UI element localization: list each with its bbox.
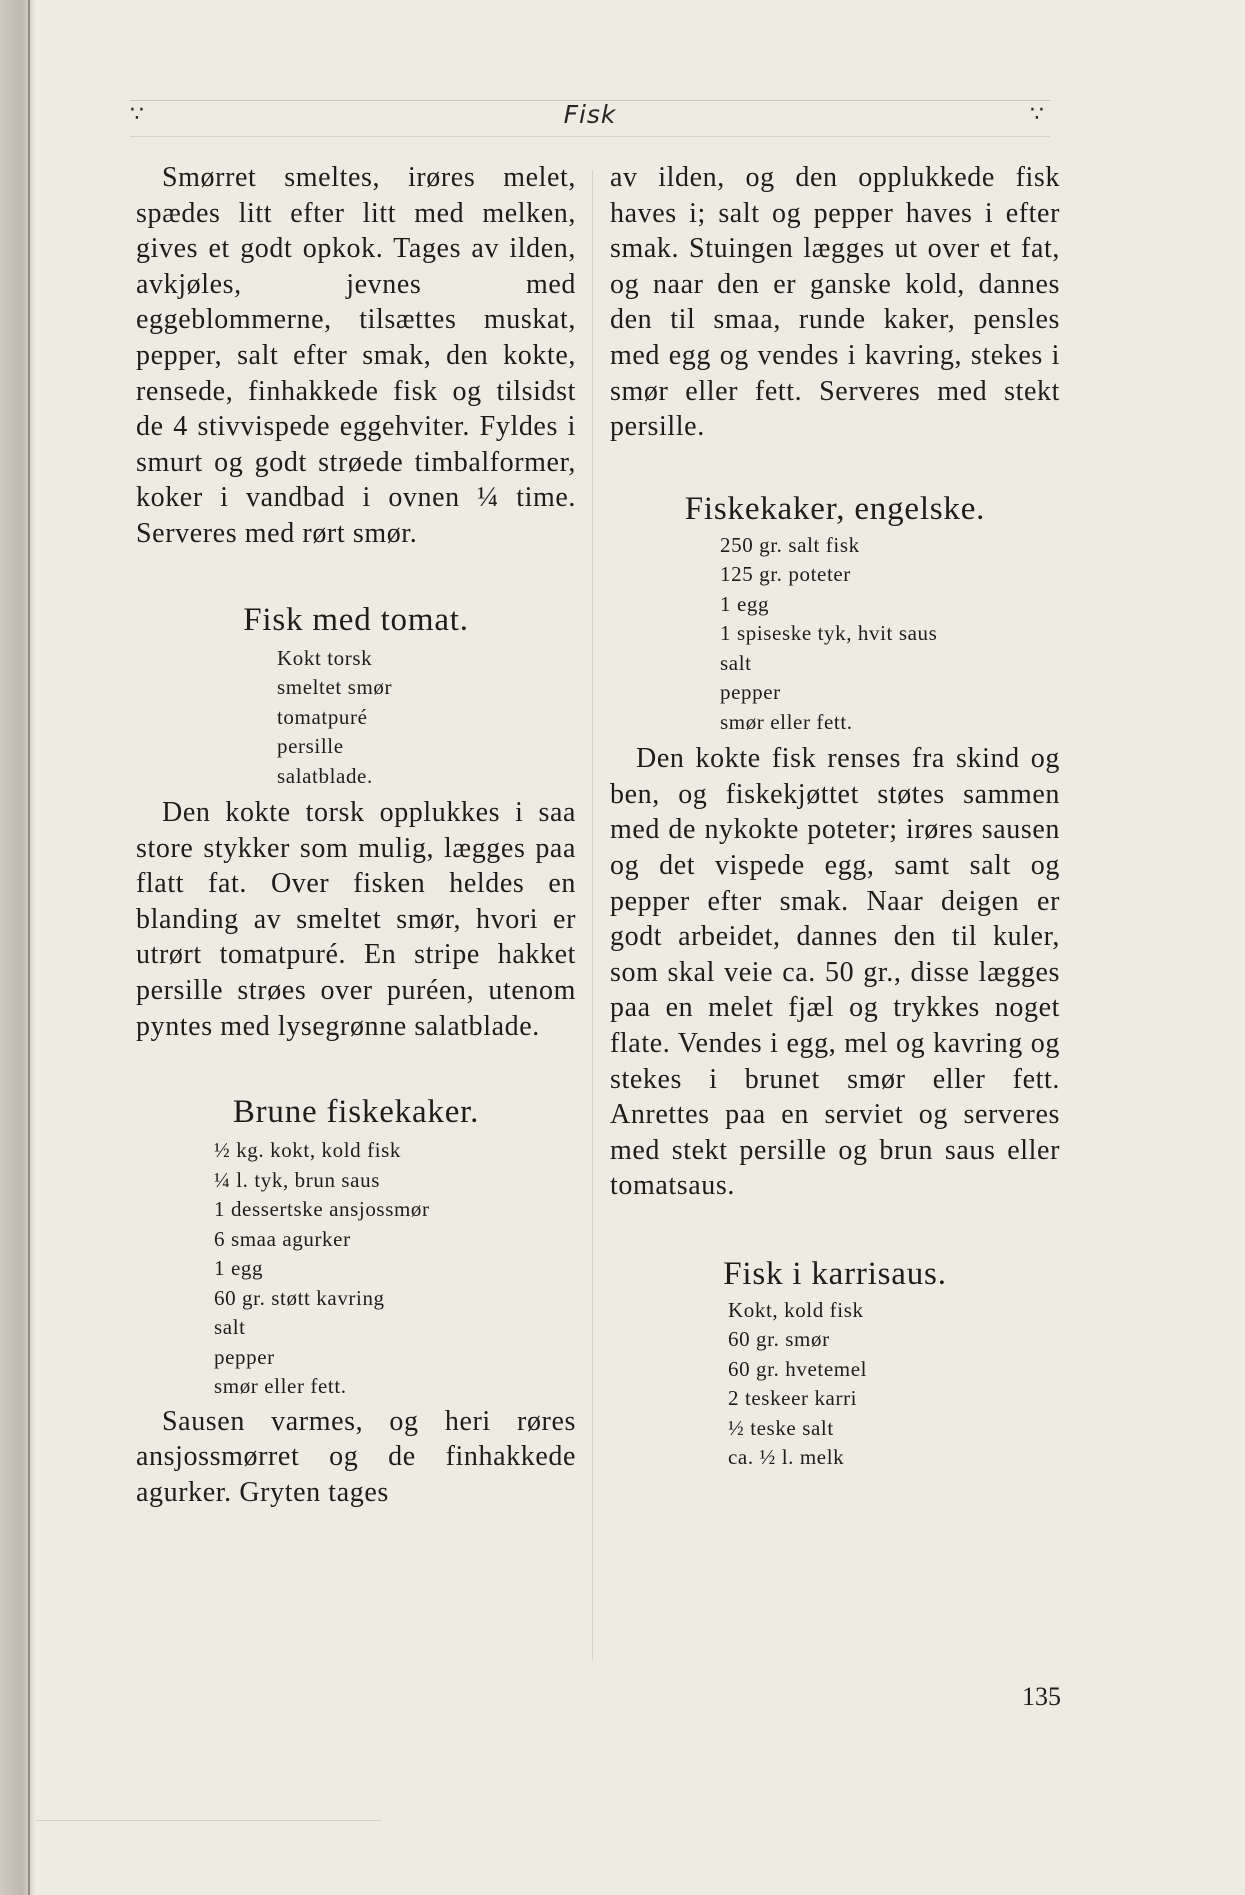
column-divider xyxy=(592,170,593,1660)
ingredient-list-fisk-med-tomat xyxy=(277,644,576,792)
right-column xyxy=(610,160,1060,1473)
recipe-title-fisk-i-karrisaus: Fisk i karrisaus. xyxy=(723,1255,947,1292)
ingredient-list-brune-fiskekaker xyxy=(214,1136,576,1402)
ingredient-item: 2 teskeer karri xyxy=(728,1386,858,1411)
method-fisk-med-tomat: Den kokte torsk opplukkes i saa store stykker som mulig, lægges paa flatt fat. Over fisken heldes en blanding av smeltet smør, hvori er utrørt tomatpuré. En stripe hakket persille strøes over puréen, utenom pyntes med lysegrønne salatblade. xyxy=(136,797,576,1042)
ingredient-list-fiskekaker-engelske xyxy=(720,531,1060,738)
ingredient-item: smeltet smør xyxy=(277,675,393,700)
page-number: 135 xyxy=(1022,1682,1061,1711)
ingredient-item: 1 spiseske tyk, hvit saus xyxy=(720,621,938,646)
ingredient-item: 250 gr. salt fisk xyxy=(720,532,860,557)
ingredient-item: ½ kg. kokt, kold fisk xyxy=(214,1138,402,1163)
left-column xyxy=(136,160,576,1510)
method-fiskekaker-engelske: Den kokte fisk renses fra skind og ben, og fiskekjøttet støtes sammen med de nykokte poteter; irøres sausen og det vispede egg, samt salt og pepper efter smak. Naar deigen er godt arbeidet, dannes den til kuler, som skal veie ca. 50 gr., disse lægges paa en melet fjæl og trykkes noget flate. Vendes i egg, mel og kavring og stekes i brunet smør eller fett. Anrettes paa en serviet og serveres med stekt persille og brun saus eller tomatsaus. xyxy=(610,743,1060,1202)
ingredient-item: salt xyxy=(214,1315,246,1340)
running-title: Fisk xyxy=(563,100,617,129)
ingredient-item: ½ teske salt xyxy=(728,1415,834,1440)
ingredient-item: Kokt, kold fisk xyxy=(728,1297,864,1322)
ingredient-item: 1 egg xyxy=(214,1256,264,1281)
ingredient-item: pepper xyxy=(720,680,781,705)
ornament-right-icon: ∵ xyxy=(1030,102,1044,127)
header-rule-bottom xyxy=(130,136,1050,137)
recipe-title-fisk-med-tomat: Fisk med tomat. xyxy=(243,601,469,638)
ornament-left-icon: ∵ xyxy=(130,102,144,127)
intro-paragraph: Smørret smeltes, irøres melet, spædes litt efter litt med melken, gives et godt opkok. Tages av ilden, avkjøles, jevnes med eggeblommerne, tilsættes muskat, pepper, salt efter smak, den kokte, rensede, finhakkede fisk og tilsidst de 4 stivvispede eggehviter. Fyldes i smurt og godt strøede timbalformer, koker i vandbad i ovnen ¼ time. Serveres med rørt smør. xyxy=(136,162,576,549)
ingredient-item: 60 gr. smør xyxy=(728,1327,830,1352)
book-binding-edge xyxy=(0,0,36,1895)
ingredient-item: smør eller fett. xyxy=(720,709,853,734)
ingredient-item: persille xyxy=(277,734,344,759)
ingredient-item: 60 gr. støtt kavring xyxy=(214,1285,385,1310)
ingredient-item: 1 egg xyxy=(720,591,770,616)
ingredient-item: 125 gr. poteter xyxy=(720,562,851,587)
ingredient-item: pepper xyxy=(214,1344,275,1369)
method-brune-fiskekaker: Sausen varmes, og heri røres ansjossmørret og de finhakkede agurker. Gryten tages xyxy=(136,1405,576,1508)
ingredient-list-fisk-i-karrisaus xyxy=(728,1296,1060,1473)
ingredient-item: ¼ l. tyk, brun saus xyxy=(214,1167,380,1192)
ingredient-item: 6 smaa agurker xyxy=(214,1226,351,1251)
ingredient-item: smør eller fett. xyxy=(214,1374,347,1399)
recipe-title-brune-fiskekaker: Brune fiskekaker. xyxy=(232,1094,480,1131)
continuation-paragraph: av ilden, og den opplukkede fisk haves i; salt og pepper haves i efter smak. Stuingen lægges ut over et fat, og naar den er ganske kold, dannes den til smaa, runde kaker, pensles med egg og vendes i kavring, stekes i smør eller fett. Serveres med stekt persille. xyxy=(610,162,1060,443)
bottom-rule xyxy=(36,1820,381,1821)
ingredient-item: Kokt torsk xyxy=(277,645,373,670)
ingredient-item: 60 gr. hvetemel xyxy=(728,1356,868,1381)
ingredient-item: salatblade. xyxy=(277,763,373,788)
ingredient-item: salt xyxy=(720,650,752,675)
ingredient-item: 1 dessertske ansjossmør xyxy=(214,1197,430,1222)
recipe-title-fiskekaker-engelske: Fiskekaker, engelske. xyxy=(684,490,986,527)
ingredient-item: ca. ½ l. melk xyxy=(728,1445,845,1470)
ingredient-item: tomatpuré xyxy=(277,704,368,729)
